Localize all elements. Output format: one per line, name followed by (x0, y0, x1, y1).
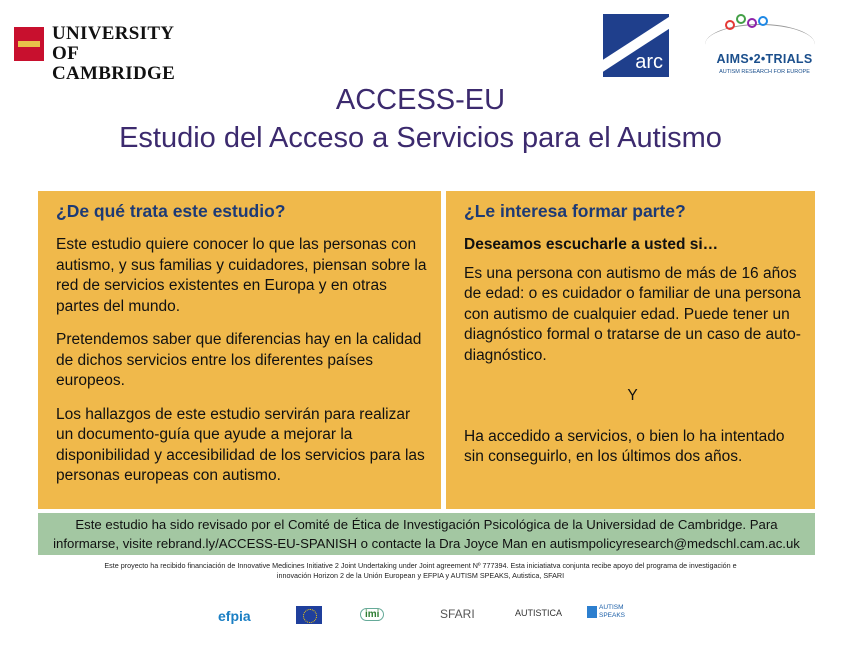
cambridge-logo (14, 23, 189, 84)
sfari-logo: SFARI (440, 607, 475, 621)
imi-logo: imi (360, 608, 384, 621)
about-study-heading: ¿De qué trata este estudio? (56, 201, 286, 221)
autism-speaks-logo (587, 604, 643, 620)
page-subtitle: Estudio del Acceso a Servicios para el Autismo (119, 122, 722, 154)
autistica-logo: AUTISTICA (515, 608, 563, 618)
participate-lead: Deseamos escucharle a usted si… (464, 236, 719, 253)
eu-flag-icon (296, 606, 322, 624)
participate-condition-1: Es una persona con autismo de más de 16 años de edad: o es cuidador o familiar de una persona con autismo de cualquier edad. Puede tener un diagnóstico formal o tratarse de un caso de auto-diagnóstico. (464, 264, 801, 364)
funding-line-1: Este proyecto ha recibido financiación de Innovative Medicines Initiative 2 Joint Undertaking under Joint agreement Nº 777394. Esta iniciatiatva conjunta recibe apoyo del programa de investigación e (104, 561, 737, 570)
aims-2-trials-logo (697, 14, 832, 80)
aims-tagline: AUTISM RESEARCH FOR EUROPE (719, 69, 810, 75)
cambridge-wordmark (52, 24, 189, 84)
about-paragraph-3: Los hallazgos de este estudio servirán para realizar un documento-guía que ayude a mejorar la disponibilidad y accesibilidad de los servicios para las personas europeas con autismo. (56, 405, 425, 484)
sponsor-logos (210, 604, 640, 634)
funding-notice (20, 561, 821, 580)
participate-condition-2: Ha accedido a servicios, o bien lo ha intentado sin conseguirlo, en los últimos dos años. (464, 427, 785, 465)
cambridge-line2: CAMBRIDGE (52, 63, 176, 84)
cambridge-line1: UNIVERSITY OF (52, 23, 174, 64)
participate-panel (446, 191, 815, 509)
autism-speaks-label: AUTISM SPEAKS (599, 604, 626, 619)
ethics-line-2[interactable]: informarse, visite rebrand.ly/ACCESS-EU-SPANISH o contacte la Dra Joyce Man en autismpolicyresearch@medschl.cam.ac.uk (53, 536, 800, 551)
puzzle-piece-icon (587, 606, 597, 618)
funding-line-2: innovación Horizon 2 de la Unión European y EFPIA y AUTISM SPEAKS, Autistica, SFARI (276, 570, 565, 580)
aims-name: AIMS•2•TRIALS (716, 52, 813, 66)
participate-heading: ¿Le interesa formar parte? (464, 201, 686, 221)
efpia-logo: efpia (218, 608, 251, 624)
ethics-notice (38, 513, 815, 555)
arc-logo (603, 14, 669, 77)
participate-conjunction: Y (627, 387, 638, 404)
about-paragraph-2: Pretendemos saber que diferencias hay en la calidad de dichos servicios entre los diferentes países europeos. (56, 331, 422, 389)
cambridge-shield-icon (14, 27, 44, 61)
page-title: ACCESS-EU (335, 84, 506, 116)
about-study-panel (38, 191, 441, 509)
ethics-line-1: Este estudio ha sido revisado por el Comité de Ética de Investigación Psicológica de la Universidad de Cambridge. Para (75, 517, 778, 532)
arc-label: arc (635, 51, 663, 73)
about-paragraph-1: Este estudio quiere conocer lo que las personas con autismo, y sus familias y cuidadores, piensan sobre la red de servicios existentes en Europa y en otras partes del mundo. (56, 236, 427, 315)
